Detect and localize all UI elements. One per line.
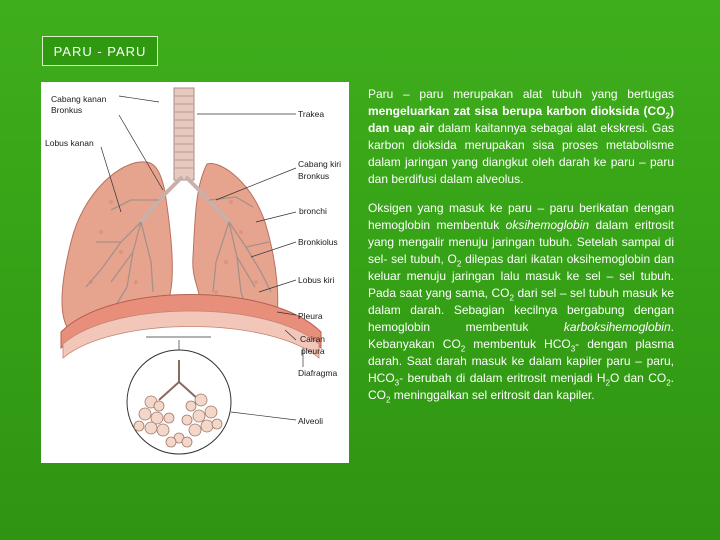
label-lobus-kanan: Lobus kanan (45, 138, 94, 148)
label-pleura: Pleura (298, 311, 323, 321)
label-trakea: Trakea (298, 109, 325, 119)
label-cabang-kanan: Cabang kanan (51, 94, 107, 104)
label-bronkus-left: Bronkus (51, 105, 83, 115)
label-bronkiolus: Bronkiolus (298, 237, 338, 247)
paragraph-2: Oksigen yang masuk ke paru – paru berikatan dengan hemoglobin membentuk oksihemoglobin dalam eritrosit yang mengalir menuju jaringan tubuh. Setelah sampai di sel- sel tubuh, $O_2$ dilepas dari ikatan oksihemoglobin dan keluar menuju jaringan lalu masuk ke sel – sel tubuh. Pada saat yang sama, $CO_2$ dari sel – sel tubuh masuk ke dalam darah. Sebagian kecilnya bergabung dengan hemoglobin membentuk karboksihemoglobin. Kebanyakan $CO_2$ membentuk $HCO_3-$ dengan plasma darah. Saat darah masuk ke dalam kapiler paru – paru, $HCO_3-$ berubah di dalam eritrosit menjadi $H_2O$ dan $CO_2$. $CO_2$ meninggalkan sel eritrosit dan kapiler. (368, 201, 675, 405)
label-bronchi: bronchi (299, 206, 327, 216)
label-alveoli: Alveoli (298, 416, 324, 426)
label-bronkus-right: Bronkus (298, 171, 330, 181)
label-pleura-2: pleura (301, 346, 325, 356)
label-lobus-kiri: Lobus kiri (298, 275, 335, 285)
lung-anatomy-figure (41, 82, 349, 463)
label-cabang-kiri: Cabang kiri (298, 159, 341, 169)
label-cairan: Cairan (300, 334, 326, 344)
label-diafragma: Diafragma (298, 368, 338, 378)
slide-title: PARU - PARU (42, 36, 158, 66)
paragraph-1: Paru – paru merupakan alat tubuh yang bertugas mengeluarkan zat sisa berupa karbon dioksida $(CO_2)$ dan uap air dalam kaitannya sebagai alat ekskresi. Gas karbon dioksida merupakan sisa proses metabolisme dalam jaringan yang diangkut oleh darah ke paru – paru dan berdifusi dalam alveolus. (368, 87, 674, 186)
body-text (368, 86, 674, 416)
trachea-shape (174, 88, 194, 180)
